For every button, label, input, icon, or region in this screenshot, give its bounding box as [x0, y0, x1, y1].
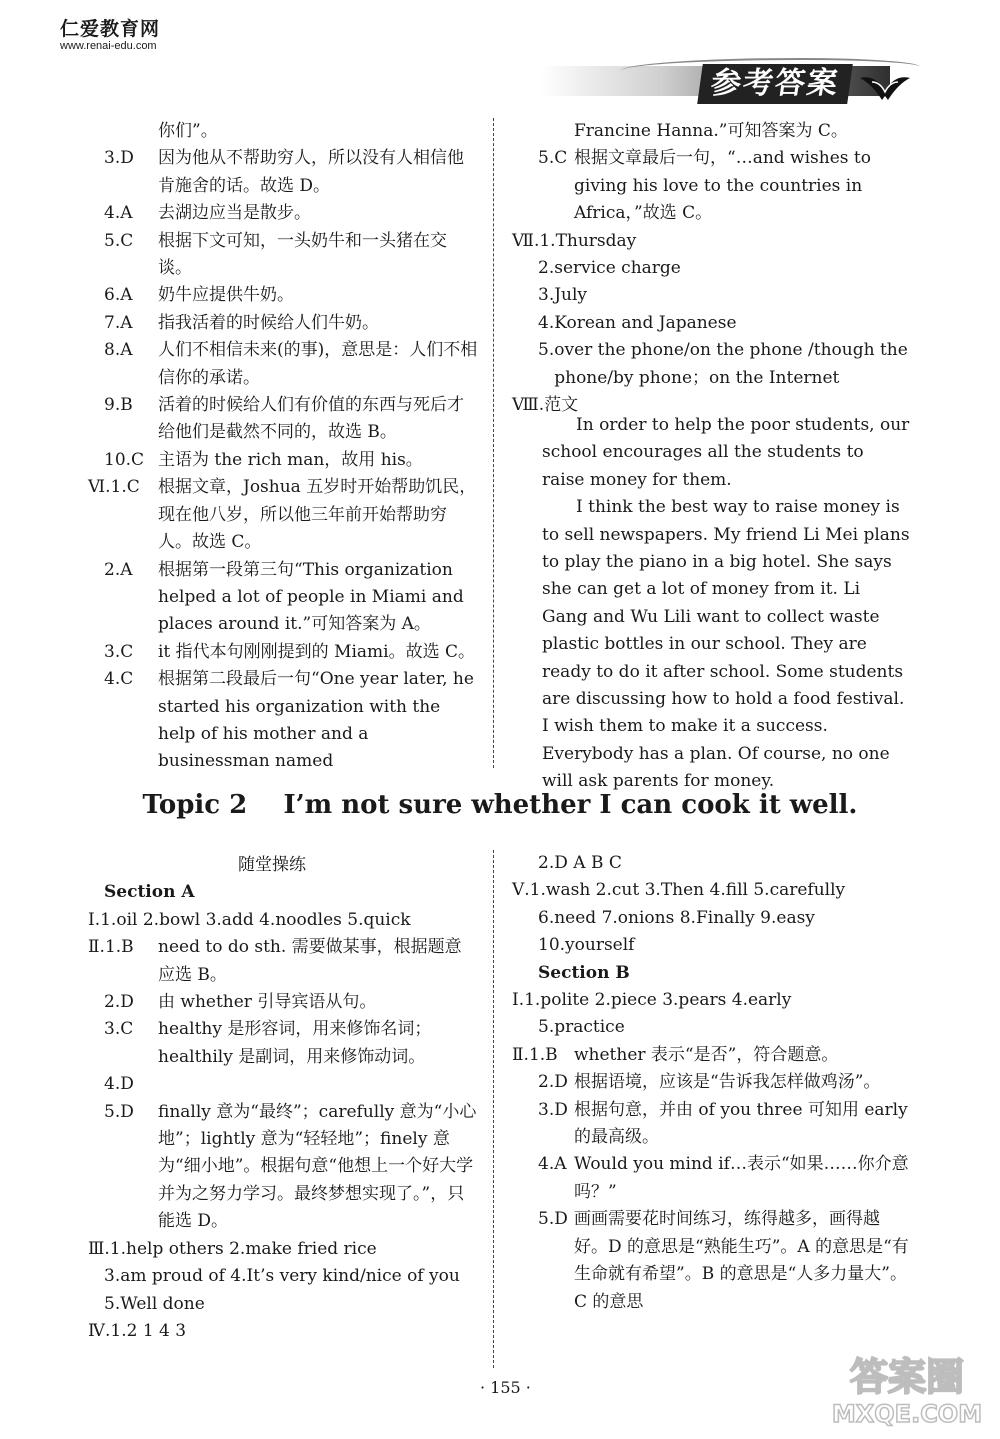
answer-text: 去湖边应当是散步。 — [158, 203, 311, 224]
answer-number: 4.A — [104, 203, 133, 224]
answer-line — [88, 1236, 478, 1263]
lower-right-column — [512, 850, 910, 1316]
answer-line — [512, 1206, 910, 1316]
answer-line — [512, 850, 910, 877]
answer-line — [88, 1071, 478, 1098]
answer-text: Well done — [120, 1293, 205, 1314]
section-b-heading: Section B — [538, 962, 630, 983]
answer-text: help others 2.make fried rice — [126, 1238, 377, 1259]
answer-text: 奶牛应提供牛奶。 — [158, 285, 294, 306]
answer-line — [88, 145, 478, 200]
answer-line — [88, 666, 478, 776]
answer-line — [512, 877, 910, 904]
answer-line — [512, 1151, 910, 1206]
answer-number: Ⅲ.1. — [88, 1238, 127, 1259]
answer-number: Ⅱ.1.B — [88, 937, 134, 958]
answer-number: 10. — [538, 935, 566, 956]
answer-number: Ⅵ.1.C — [88, 477, 140, 498]
answer-number: 4.A — [538, 1154, 567, 1175]
answer-number: Ⅷ. — [512, 395, 545, 416]
answer-text: am proud of 4.It’s very kind/nice of you — [120, 1266, 460, 1287]
answer-text: wash 2.cut 3.Then 4.fill 5.carefully — [545, 880, 846, 901]
answer-number: 5. — [104, 1293, 121, 1314]
answer-line — [512, 228, 910, 255]
answer-line — [88, 282, 478, 309]
answer-number: Ⅳ.1. — [88, 1320, 127, 1341]
answer-text: Korean and Japanese — [554, 312, 737, 333]
answer-text: polite 2.piece 3.pears 4.early — [540, 990, 792, 1011]
practice-heading: 随堂操练 — [238, 855, 306, 875]
answer-text: 因为他从不帮助穷人，所以没有人相信他肯施舍的话。故选 D。 — [158, 148, 464, 196]
answer-line — [88, 228, 478, 283]
answer-number: 4. — [538, 312, 555, 333]
answer-text: 根据文章，Joshua 五岁时开始帮助饥民，现在他八岁，所以他三年前开始帮助穷人。故选 C。 — [158, 477, 477, 553]
answer-number: 3.D — [104, 148, 134, 169]
answer-text: 根据第一段第三句“This organization helped a lot of people in Miami and places around it.”可知答案为 A。 — [158, 559, 464, 635]
answer-number: 3.C — [104, 1019, 134, 1040]
answer-text: 你们”。 — [158, 121, 218, 141]
answer-line — [512, 145, 910, 227]
answer-line — [512, 118, 910, 145]
page-number: · 155 · — [480, 1378, 531, 1397]
answer-line — [88, 1016, 478, 1071]
answer-line — [512, 337, 910, 392]
answer-line — [88, 1099, 478, 1236]
site-logo-text: 仁爱教育网 — [60, 18, 161, 40]
answer-line — [88, 1263, 478, 1290]
answer-text: 2 1 4 3 — [126, 1320, 187, 1341]
answer-number: 5. — [538, 340, 555, 361]
essay-paragraph-2: I think the best way to raise money is to sell newspapers. My friend Li Mei plans to play the piano in a big hotel. She says she can get a lot of money from it. Li Gang and Wu Lili want to collect waste plastic bottles in our school. They are ready to do it after school. Some students are discussing how to hold a food festival. I wish them to make it a success. Everybody has a plan. Of course, no one will ask parents for money. — [542, 497, 910, 792]
answer-line — [512, 255, 910, 282]
answer-text: 根据第二段最后一句“One year later, he started his organization with the help of his mother and a businessman named — [158, 669, 474, 772]
answer-text: over the phone/on the phone /though the phone/by phone；on the Internet — [554, 340, 908, 388]
answer-text: 根据文章最后一句，“…and wishes to giving his love to the countries in Africa，”故选 C。 — [574, 148, 871, 224]
answer-text: need 7.onions 8.Finally 9.easy — [554, 907, 815, 928]
answer-number: 3.C — [104, 641, 134, 662]
answer-text: 根据句意，并由 of you three 可知用 early 的最高级。 — [574, 1099, 908, 1148]
model-essay — [542, 412, 910, 796]
answer-line — [512, 1014, 910, 1041]
header-title: 参考答案 — [697, 64, 853, 104]
answer-number — [512, 118, 574, 145]
watermark-text-cn: 答案圈 — [849, 1355, 965, 1399]
answer-text: 根据下文可知，一头奶牛和一头猪在交谈。 — [158, 230, 447, 279]
answer-number: 2. — [538, 853, 555, 873]
answer-line — [88, 639, 478, 666]
answer-number: 9.B — [104, 395, 133, 416]
answer-number: Ⅴ.1. — [512, 880, 546, 901]
answer-line — [88, 989, 478, 1016]
answer-number: 2.D — [538, 1072, 568, 1093]
answer-number: 5.C — [104, 230, 134, 251]
answer-text: 活着的时候给人们有价值的东西与死后才给他们是截然不同的，故选 B。 — [158, 395, 464, 443]
answer-text: need to do sth. 需要做某事，根据题意应选 B。 — [158, 937, 462, 985]
essay-paragraph-1: In order to help the poor students, our school encourages all the students to raise money for them. — [542, 415, 910, 490]
answer-text: whether 表示“是否”，符合题意。 — [574, 1044, 839, 1065]
answer-text: it 指代本句刚刚提到的 Miami。故选 C。 — [158, 641, 476, 662]
bird-emblem-icon — [858, 70, 912, 104]
answer-line — [88, 200, 478, 227]
answer-text: healthy 是形容词，用来修饰名词；healthily 是副词，用来修饰动词。 — [158, 1019, 432, 1067]
answer-line — [512, 987, 910, 1014]
answer-number: 4.D — [104, 1074, 134, 1095]
topic-title: Topic 2 I’m not sure whether I can cook it well. — [142, 790, 858, 820]
answer-number: Ⅱ.1.B — [512, 1044, 558, 1065]
answer-line — [88, 337, 478, 392]
site-url: www.renai-edu.com — [60, 40, 157, 52]
answer-number: 5.D — [104, 1101, 134, 1122]
section-a-heading: Section A — [104, 882, 195, 903]
lower-left-column — [88, 852, 478, 1345]
answer-line — [88, 1318, 478, 1345]
answer-line — [88, 1291, 478, 1318]
answer-text: 由 whether 引导宾语从句。 — [158, 992, 377, 1013]
answer-number: 3. — [104, 1266, 121, 1287]
answer-number: Ⅶ.1. — [512, 230, 556, 251]
answer-text: oil 2.bowl 3.add 4.noodles 5.quick — [116, 909, 411, 930]
answer-text — [158, 1071, 478, 1098]
answer-line — [512, 282, 910, 309]
answer-text: service charge — [554, 258, 681, 279]
answer-text: 画画需要花时间练习，练得越多，画得越好。D 的意思是“熟能生巧”。A 的意思是“有生命就有希望”。B 的意思是“人多力量大”。C 的意思 — [574, 1209, 909, 1312]
answer-line — [88, 392, 478, 447]
answer-line — [88, 934, 478, 989]
answer-line — [88, 447, 478, 474]
answer-number: 7.A — [104, 312, 133, 333]
answer-line — [88, 310, 478, 337]
answer-number: 10.C — [104, 449, 145, 470]
answer-text: 指我活着的时候给人们牛奶。 — [158, 312, 379, 333]
answer-line — [88, 907, 478, 934]
answer-text: Francine Hanna.”可知答案为 C。 — [574, 121, 848, 141]
answer-number: 5. — [538, 1017, 555, 1038]
answer-line — [88, 557, 478, 639]
answer-line — [88, 474, 478, 556]
answer-text: yourself — [565, 935, 635, 956]
answer-number: 2.A — [104, 559, 133, 580]
answer-number: 5.D — [538, 1209, 568, 1230]
answer-number: Ⅰ.1. — [88, 909, 117, 930]
upper-right-column — [512, 118, 910, 419]
answer-line — [512, 932, 910, 959]
watermark-text-url: MXQE.COM — [831, 1400, 983, 1428]
answer-text: 范文 — [544, 395, 579, 416]
answer-text: D A B C — [554, 853, 622, 873]
watermark-logo — [825, 1348, 990, 1428]
answer-number: 6.A — [104, 285, 133, 306]
answer-number: 5.C — [538, 148, 568, 169]
answer-text: Would you mind if…表示“如果……你介意吗？” — [574, 1154, 909, 1202]
answer-number: 4.C — [104, 669, 134, 690]
answer-number: 3. — [538, 285, 555, 306]
column-divider-top — [493, 118, 494, 768]
answer-number: 3.D — [538, 1099, 568, 1120]
column-divider-bottom — [493, 850, 494, 1368]
answer-line — [512, 905, 910, 932]
answer-number: 6. — [538, 907, 555, 928]
answer-line — [512, 310, 910, 337]
answer-text: 根据语境，应该是“告诉我怎样做鸡汤”。 — [574, 1072, 881, 1093]
answer-text: practice — [554, 1017, 625, 1038]
answer-line — [88, 118, 478, 145]
answer-text: 主语为 the rich man，故用 his。 — [158, 449, 423, 470]
answer-number: 2.D — [104, 992, 134, 1013]
answer-number: 8.A — [104, 340, 133, 361]
answer-line — [512, 1069, 910, 1096]
answer-text: July — [554, 285, 588, 306]
answer-text: Thursday — [555, 230, 637, 251]
answer-text: finally 意为“最终”；carefully 意为“小心地”；lightly 意为“轻轻地”；finely 意为“细小地”。根据句意“他想上一个好大学并为之努力学习。最终梦想实现了。”，只能选 D。 — [158, 1101, 477, 1232]
answer-number: Ⅰ.1. — [512, 990, 541, 1011]
answer-number: 2. — [538, 258, 555, 279]
answer-line — [512, 1097, 910, 1152]
upper-left-column — [88, 118, 478, 776]
answer-number — [88, 118, 158, 145]
answer-line — [512, 1042, 910, 1069]
answer-text: 人们不相信未来(的事)，意思是：人们不相信你的承诺。 — [158, 340, 478, 388]
